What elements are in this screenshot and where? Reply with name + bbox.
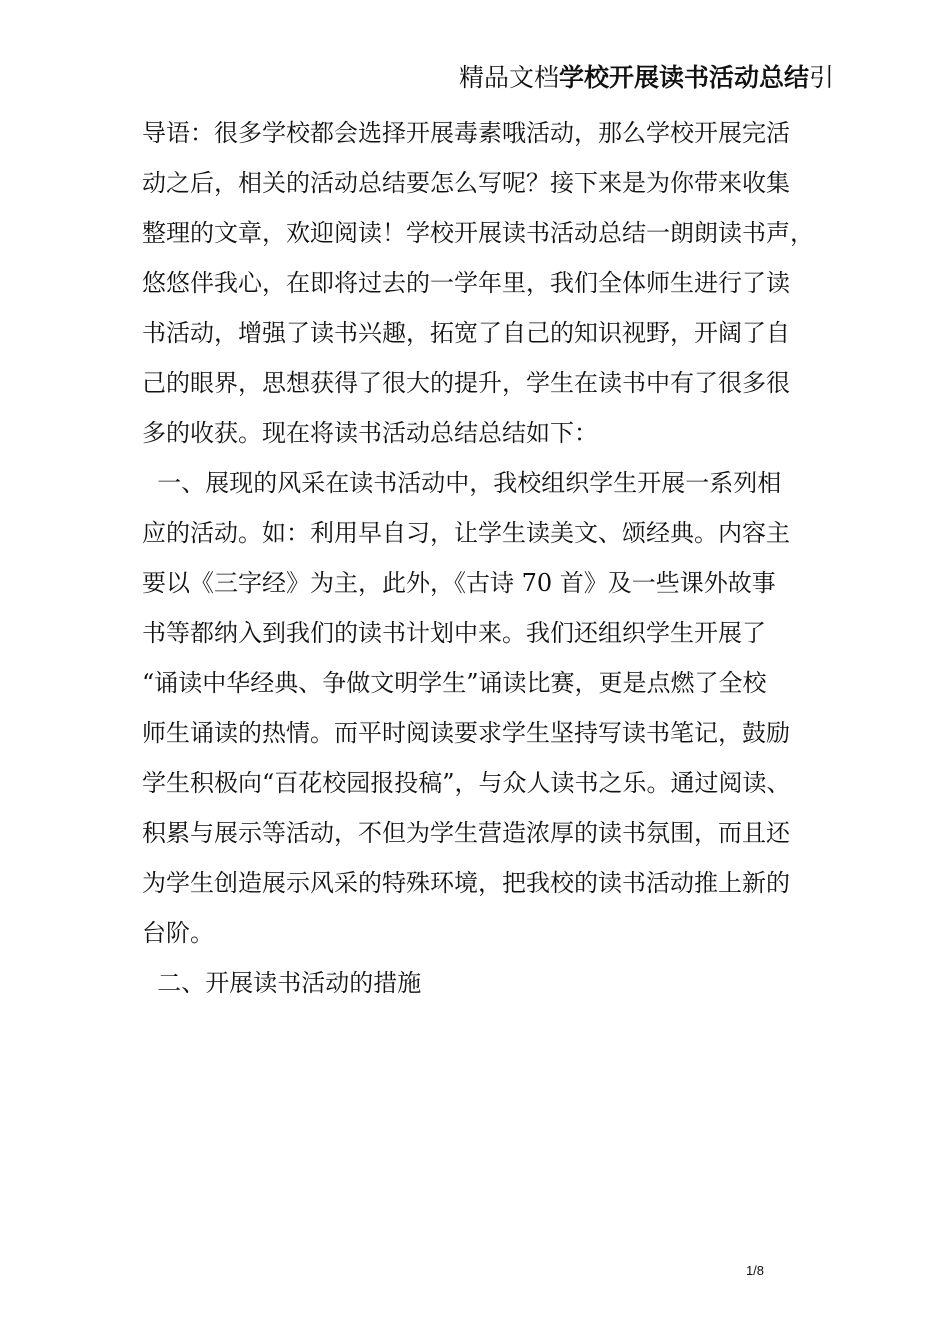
text-line: 一、展现的风采在读书活动中，我校组织学生开展一系列相: [142, 469, 782, 497]
text-line: “诵读中华经典、争做文明学生”诵读比赛，更是点燃了全校: [142, 669, 767, 697]
text-line: 悠悠伴我心，在即将过去的一学年里，我们全体师生进行了读: [142, 269, 790, 297]
text-line: 二、开展读书活动的措施: [142, 969, 422, 997]
text-line: 己的眼界，思想获得了很大的提升，学生在读书中有了很多很: [142, 369, 790, 397]
page-number: 1/8: [745, 1263, 765, 1278]
text-line: 动之后，相关的活动总结要怎么写呢？接下来是为你带来收集: [142, 169, 790, 197]
text-line: 应的活动。如：利用早自习，让学生读美文、颂经典。内容主: [142, 519, 790, 547]
text-line: 为学生创造展示风采的特殊环境，把我校的读书活动推上新的: [142, 869, 790, 897]
text-line: 台阶。: [142, 919, 214, 947]
text-line: 学生积极向“百花校园报投稿”，与众人读书之乐。通过阅读、: [142, 769, 791, 797]
document-header: [459, 58, 834, 98]
text-line: 书等都纳入到我们的读书计划中来。我们还组织学生开展了: [142, 619, 766, 647]
header-prefix: 精品文档: [458, 63, 559, 92]
text-line: 整理的文章，欢迎阅读！学校开展读书活动总结一朗朗读书声，: [142, 219, 814, 247]
document-body: [142, 108, 842, 1008]
header-suffix: 引: [808, 63, 834, 92]
text-line: 多的收获。现在将读书活动总结总结如下：: [142, 419, 598, 447]
text-line: 书活动，增强了读书兴趣，拓宽了自己的知识视野，开阔了自: [142, 319, 790, 347]
text-line: 导语：很多学校都会选择开展毒素哦活动，那么学校开展完活: [142, 119, 790, 147]
text-line: 要以《三字经》为主，此外，《古诗 70 首》及一些课外故事: [142, 569, 776, 597]
text-line: 师生诵读的热情。而平时阅读要求学生坚持写读书笔记，鼓励: [142, 719, 790, 747]
document-title: 学校开展读书活动总结: [558, 63, 809, 92]
text-line: 积累与展示等活动，不但为学生营造浓厚的读书氛围，而且还: [142, 819, 790, 847]
